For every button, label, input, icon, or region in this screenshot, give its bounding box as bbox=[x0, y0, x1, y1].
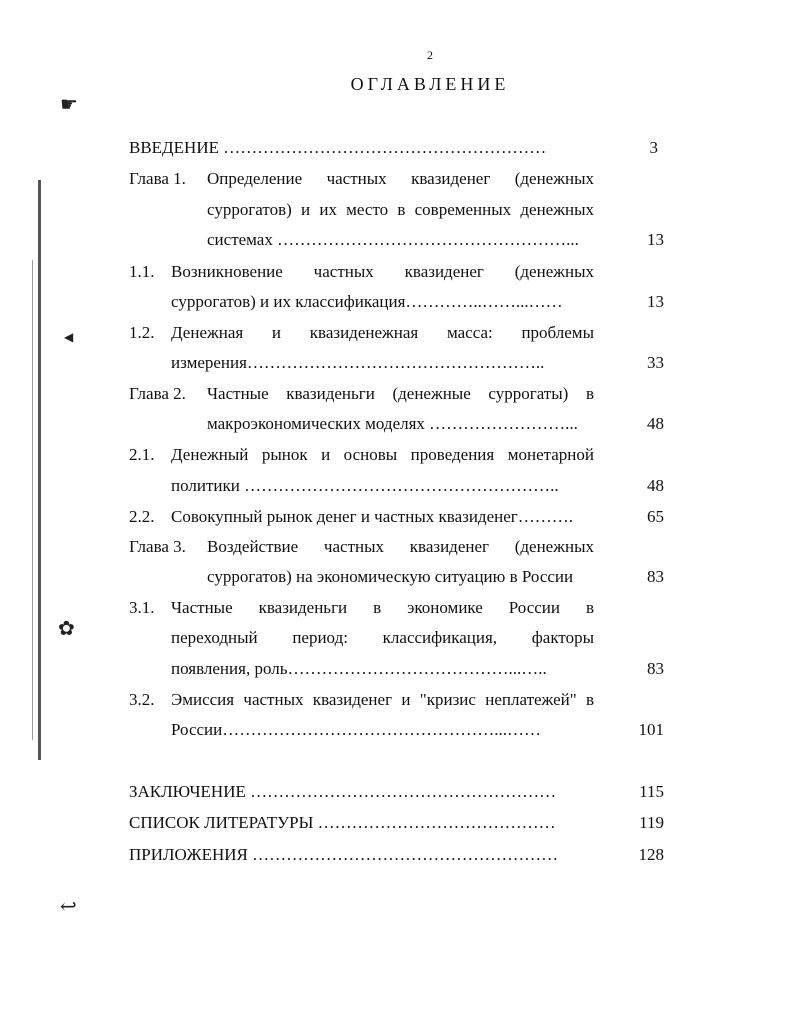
binder-mark-top: ☛ bbox=[60, 94, 78, 116]
toc-s31-page: 83 bbox=[647, 659, 664, 678]
toc-s32-line1[interactable]: Эмиссия частных квазиденег и "кризис неплатежей" в bbox=[171, 690, 594, 709]
toc-s12-number: 1.2. bbox=[129, 323, 155, 342]
toc-ch2-page: 48 bbox=[647, 414, 664, 433]
toc-ch3-prefix: Глава 3. bbox=[129, 537, 186, 556]
toc-s32-page: 101 bbox=[638, 720, 664, 739]
toc-s22-line1[interactable]: Совокупный рынок денег и частных квазиденег………. bbox=[171, 507, 573, 526]
toc-s32-line2[interactable]: России…………………………………………...…… bbox=[171, 720, 541, 739]
toc-s31-number: 3.1. bbox=[129, 598, 155, 617]
toc-ch2-line2[interactable]: макроэкономических моделях ……………………... bbox=[207, 414, 578, 433]
page-number: 2 bbox=[427, 48, 433, 62]
toc-s32-number: 3.2. bbox=[129, 690, 155, 709]
toc-ch3-line1[interactable]: Воздействие частных квазиденег (денежных bbox=[207, 537, 594, 556]
toc-s21-page: 48 bbox=[647, 476, 664, 495]
toc-references[interactable]: СПИСОК ЛИТЕРАТУРЫ …………………………………… bbox=[129, 813, 556, 832]
toc-s11-line2[interactable]: суррогатов) и их классификация…………..……...…… bbox=[171, 292, 563, 311]
toc-s31-line2[interactable]: переходный период: классификация, факторы bbox=[171, 628, 594, 647]
toc-ch1-line2[interactable]: суррогатов) и их место в современных денежных bbox=[207, 200, 594, 219]
toc-appendix[interactable]: ПРИЛОЖЕНИЯ ……………………………………………… bbox=[129, 845, 559, 864]
toc-s12-line1[interactable]: Денежная и квазиденежная масса: проблемы bbox=[171, 323, 594, 342]
toc-s31-line3[interactable]: появления, роль…………………………………...….. bbox=[171, 659, 547, 678]
toc-intro[interactable]: ВВЕДЕНИЕ ………………………………………………… bbox=[129, 138, 547, 157]
toc-s31-line1[interactable]: Частные квазиденьги в экономике России в bbox=[171, 598, 594, 617]
toc-ch3-line2[interactable]: суррогатов) на экономическую ситуацию в России bbox=[207, 567, 574, 586]
toc-s22-number: 2.2. bbox=[129, 507, 155, 526]
toc-ch2-line1[interactable]: Частные квазиденьги (денежные суррогаты) в bbox=[207, 384, 594, 403]
toc-s21-line2[interactable]: политики ……………………………………………….. bbox=[171, 476, 559, 495]
toc-ch1-prefix: Глава 1. bbox=[129, 169, 186, 188]
toc-s22-page: 65 bbox=[647, 507, 664, 526]
toc-ch1-page: 13 bbox=[647, 230, 664, 249]
toc-s12-page: 33 bbox=[647, 353, 664, 372]
toc-ch3-page: 83 bbox=[647, 567, 664, 586]
toc-intro-page: 3 bbox=[649, 138, 658, 157]
scan-binding-edge bbox=[38, 180, 41, 760]
toc-s21-number: 2.1. bbox=[129, 445, 155, 464]
binder-mark-middle: ✿ bbox=[58, 618, 75, 640]
toc-ch2-prefix: Глава 2. bbox=[129, 384, 186, 403]
toc-conclusion[interactable]: ЗАКЛЮЧЕНИЕ ……………………………………………… bbox=[129, 782, 557, 801]
binder-mark-bottom: ↩ bbox=[60, 896, 77, 918]
toc-s11-page: 13 bbox=[647, 292, 664, 311]
binder-mark-arrow: ◀ bbox=[64, 330, 74, 344]
toc-conclusion-page: 115 bbox=[639, 782, 664, 801]
scan-binding-edge-thin bbox=[32, 260, 33, 740]
toc-appendix-page: 128 bbox=[638, 845, 664, 864]
toc-ch1-line3[interactable]: системах ……………………………………………... bbox=[207, 230, 579, 249]
toc-s11-number: 1.1. bbox=[129, 262, 155, 281]
toc-s11-line1[interactable]: Возникновение частных квазиденег (денежных bbox=[171, 262, 594, 281]
toc-s21-line1[interactable]: Денежный рынок и основы проведения монетарной bbox=[171, 445, 594, 464]
toc-references-page: 119 bbox=[639, 813, 664, 832]
page-title: ОГЛАВЛЕНИЕ bbox=[350, 74, 510, 94]
toc-s12-line2[interactable]: измерения…………………………………………….. bbox=[171, 353, 545, 372]
toc-ch1-line1[interactable]: Определение частных квазиденег (денежных bbox=[207, 169, 594, 188]
